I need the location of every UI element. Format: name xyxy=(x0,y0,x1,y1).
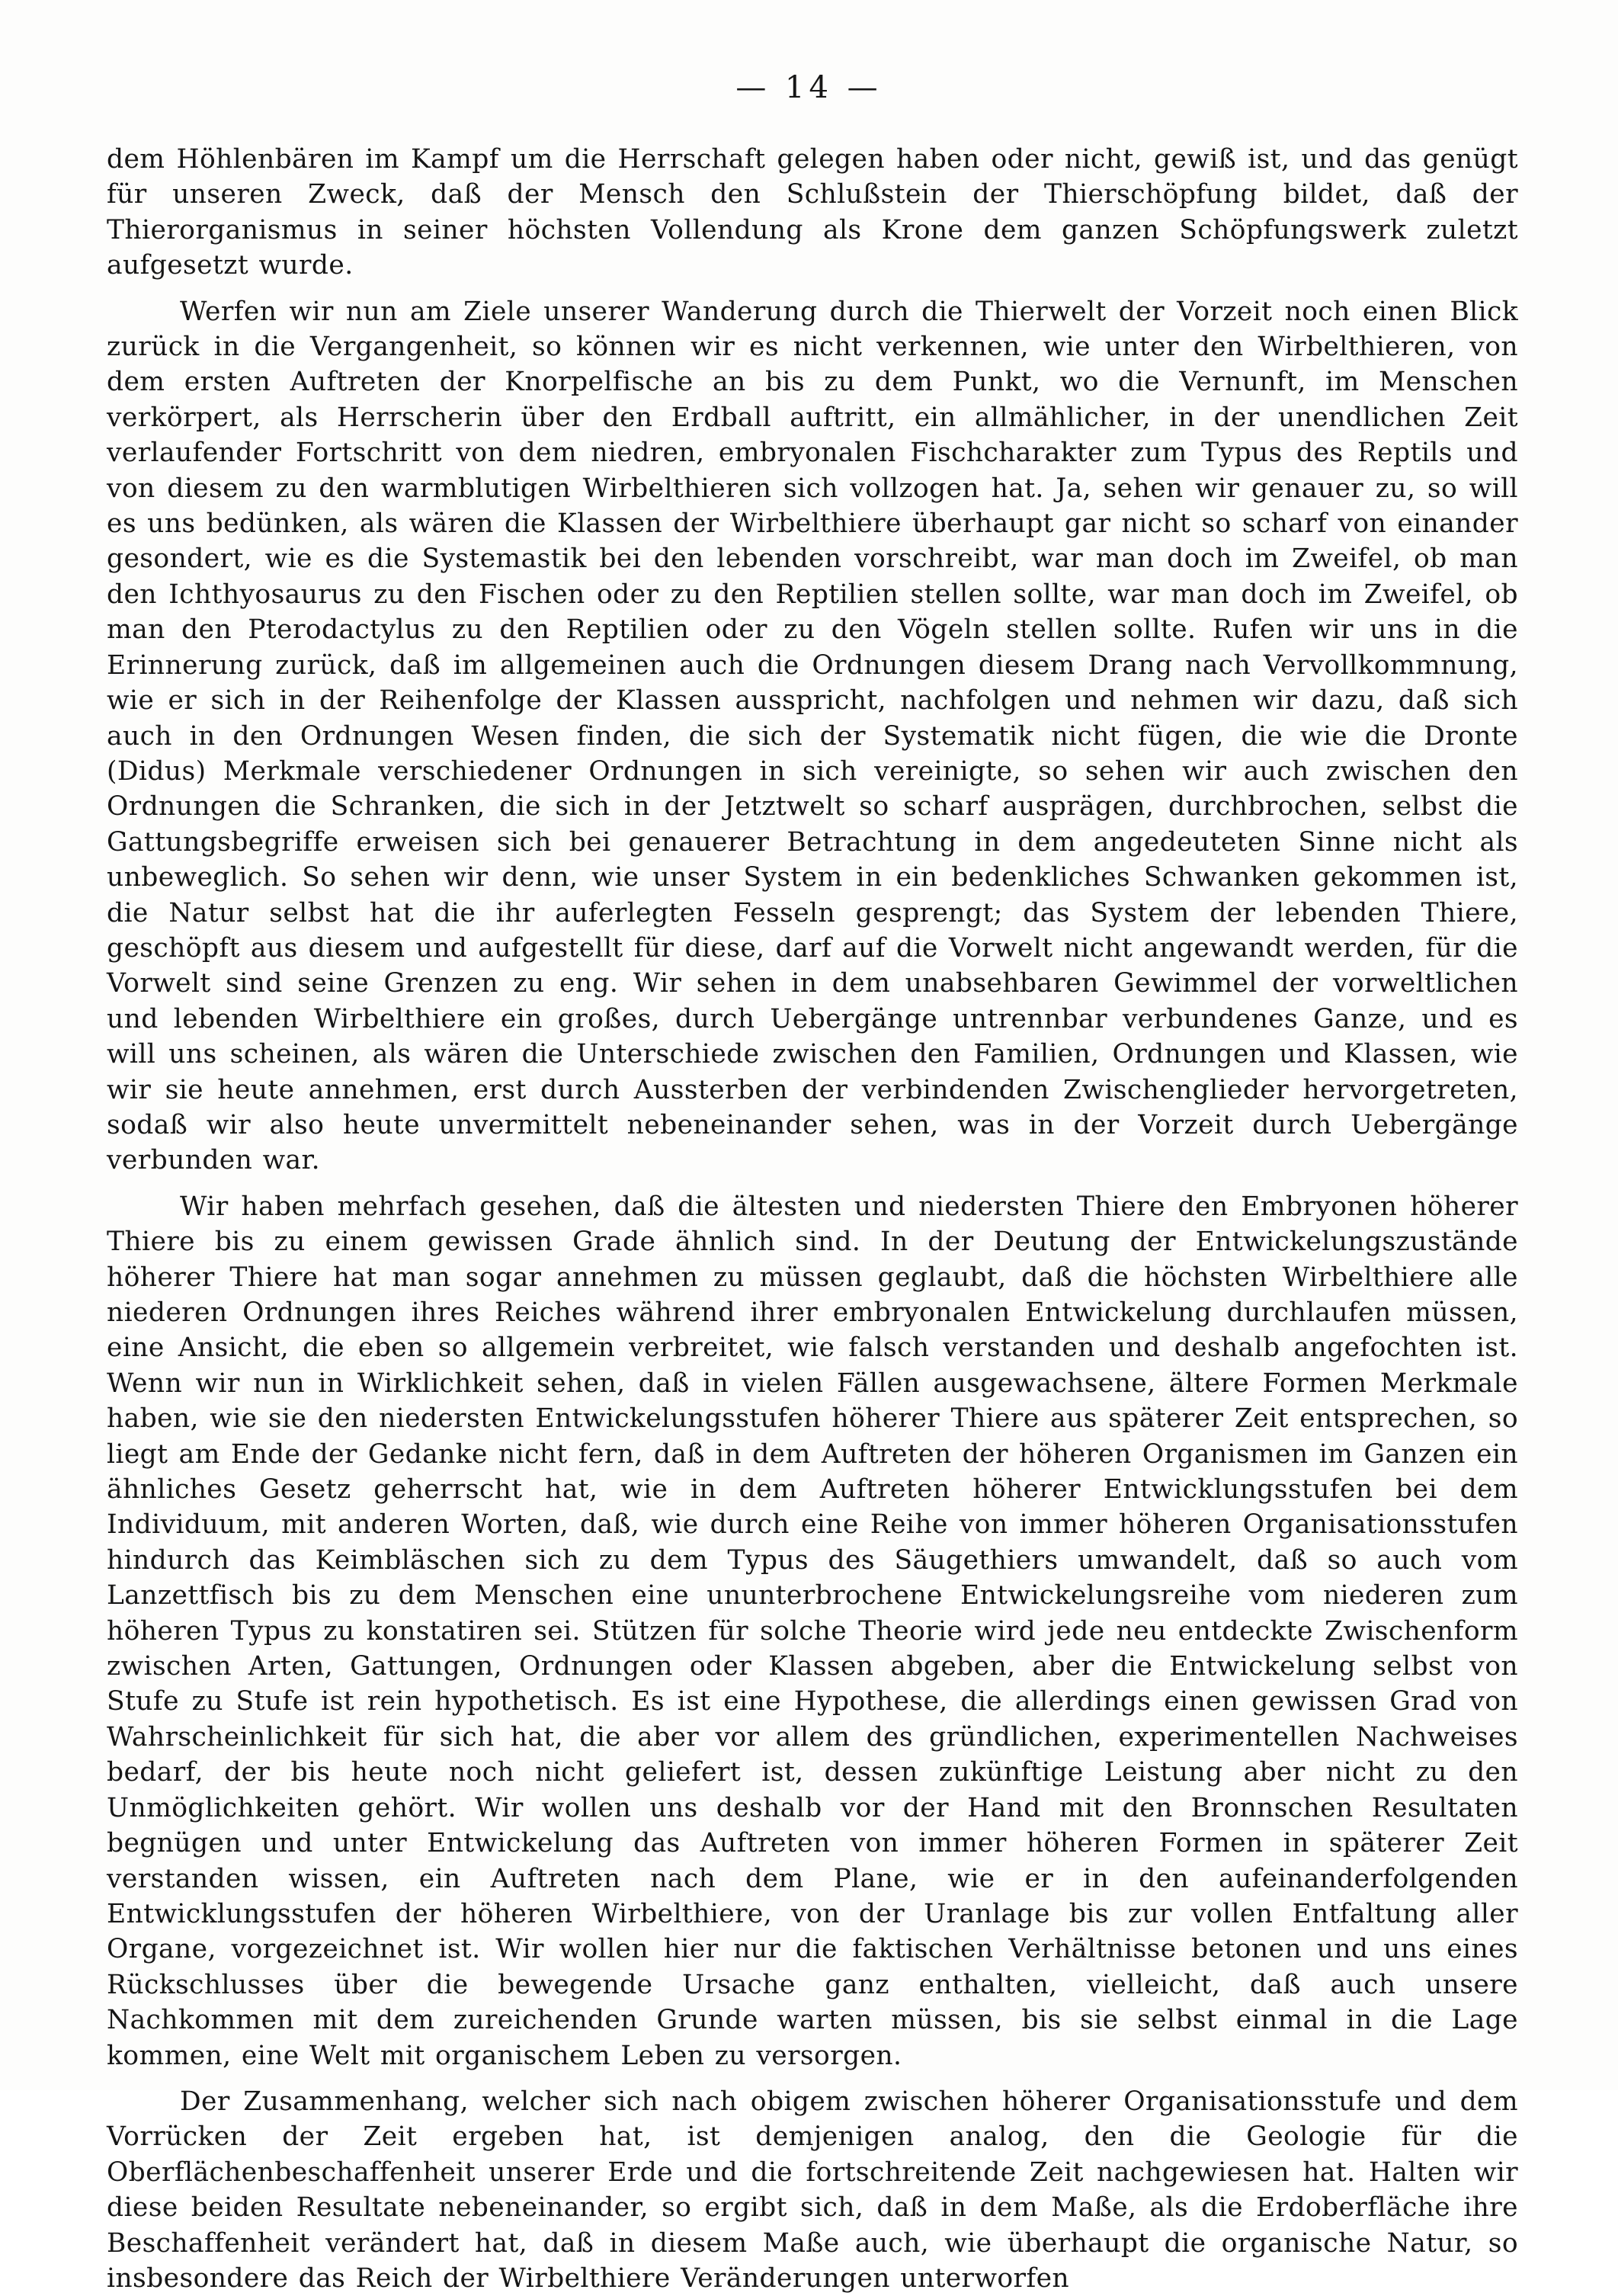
body-text xyxy=(107,142,1518,2296)
paragraph-vertebrate-progress: Werfen wir nun am Ziele unserer Wanderung durch die Thierwelt der Vorzeit noch einen Blick zurück in die Vergangenheit, so können wir es nicht verkennen, wie unter den Wirbelthieren, von dem ersten Auftreten der Knorpelfische an bis zu dem Punkt, wo die Vernunft, im Menschen verkörpert, als Herrscherin über den Erdball auftritt, ein allmählicher, in der unendlichen Zeit verlaufender Fortschritt von dem niedren, embryonalen Fischcharakter zum Typus des Reptils und von diesem zu den warmblutigen Wirbelthieren sich vollzogen hat. Ja, sehen wir genauer zu, so will es uns bedünken, als wären die Klassen der Wirbelthiere überhaupt gar nicht so scharf von einander gesondert, wie es die Systemastik bei den lebenden vorschreibt, war man doch im Zweifel, ob man den Ichthyosaurus zu den Fischen oder zu den Reptilien stellen sollte, war man doch im Zweifel, ob man den Pterodactylus zu den Reptilien oder zu den Vögeln stellen sollte. Rufen wir uns in die Erinnerung zurück, daß im allgemeinen auch die Ordnungen diesem Drang nach Vervollkommnung, wie er sich in der Reihenfolge der Klassen ausspricht, nachfolgen und nehmen wir dazu, daß sich auch in den Ordnungen Wesen finden, die sich der Systematik nicht fügen, die wie die Dronte (Didus) Merkmale verschiedener Ordnungen in sich vereinigte, so sehen wir auch zwischen den Ordnungen die Schranken, die sich in der Jetztwelt so scharf ausprägen, durchbrochen, selbst die Gattungsbegriffe erweisen sich bei genauerer Betrachtung in dem angedeuteten Sinne nicht als unbeweglich. So sehen wir denn, wie unser System in ein bedenkliches Schwanken gekommen ist, die Natur selbst hat die ihr auferlegten Fesseln gesprengt; das System der lebenden Thiere, geschöpft aus diesem und aufgestellt für diese, darf auf die Vorwelt nicht angewandt werden, für die Vorwelt sind seine Grenzen zu eng. Wir sehen in dem unabsehbaren Gewimmel der vorweltlichen und lebenden Wirbelthiere ein großes, durch Uebergänge untrennbar verbundenes Ganze, und es will uns scheinen, als wären die Unterschiede zwischen den Familien, Ordnungen und Klassen, wie wir sie heute annehmen, erst durch Aussterben der verbindenden Zwischenglieder hervorgetreten, sodaß wir also heute unvermittelt nebeneinander sehen, was in der Vorzeit durch Uebergänge verbunden war. xyxy=(107,296,1518,1176)
paragraph-continuation: dem Höhlenbären im Kampf um die Herrschaft gelegen haben oder nicht, gewiß ist, und das genügt für unseren Zweck, daß der Mensch den Schlußstein der Thierschöpfung bildet, daß der Thierorganismus in seiner höchsten Vollendung als Krone dem ganzen Schöpfungswerk zuletzt aufgesetzt wurde. xyxy=(107,144,1518,281)
page-number: — 14 — xyxy=(735,70,883,105)
paragraph-embryonic-development: Wir haben mehrfach gesehen, daß die ältesten und niedersten Thiere den Embryonen höherer Thiere bis zu einem gewissen Grade ähnlich sind. In der Deutung der Entwickelungszustände höherer Thiere hat man sogar annehmen zu müssen geglaubt, daß die höchsten Wirbelthiere alle niederen Ordnungen ihres Reiches während ihrer embryonalen Entwickelung durchlaufen müssen, eine Ansicht, die eben so allgemein verbreitet, wie falsch verstanden und deshalb angefochten ist. Wenn wir nun in Wirklichkeit sehen, daß in vielen Fällen ausgewachsene, ältere Formen Merkmale haben, wie sie den niedersten Entwickelungsstufen höherer Thiere aus späterer Zeit entsprechen, so liegt am Ende der Gedanke nicht fern, daß in dem Auftreten der höheren Organismen im Ganzen ein ähnliches Gesetz geherrscht hat, wie in dem Auftreten höherer Entwicklungsstufen bei dem Individuum, mit anderen Worten, daß, wie durch eine Reihe von immer höheren Organisationsstufen hindurch das Keimbläschen sich zu dem Typus des Säugethiers umwandelt, daß so auch vom Lanzettfisch bis zu dem Menschen eine ununterbrochene Entwickelungsreihe vom niederen zum höheren Typus zu konstatiren sei. Stützen für solche Theorie wird jede neu entdeckte Zwischenform zwischen Arten, Gattungen, Ordnungen oder Klassen abgeben, aber die Entwickelung selbst von Stufe zu Stufe ist rein hypothetisch. Es ist eine Hypothese, die allerdings einen gewissen Grad von Wahrscheinlichkeit für sich hat, die aber vor allem des gründlichen, experimentellen Nachweises bedarf, der bis heute noch nicht geliefert ist, dessen zukünftige Leistung aber nicht zu den Unmöglichkeiten gehört. Wir wollen uns deshalb vor der Hand mit den Bronnschen Resultaten begnügen und unter Entwickelung das Auftreten von immer höheren Formen in späterer Zeit verstanden wissen, ein Auftreten nach dem Plane, wie er in den aufeinanderfolgenden Entwicklungsstufen der höheren Wirbelthiere, von der Uranlage bis zur vollen Entfaltung aller Organe, vorgezeichnet ist. Wir wollen hier nur die faktischen Verhältnisse betonen und uns eines Rückschlusses über die bewegende Ursache ganz enthalten, vielleicht, daß auch unsere Nachkommen mit dem zureichenden Grunde warten müssen, bis sie selbst einmal in die Lage kommen, eine Welt mit organischem Leben zu versorgen. xyxy=(107,1191,1518,2071)
paragraph-geology-analogy: Der Zusammenhang, welcher sich nach obigem zwischen höherer Organisationsstufe und dem Vorrücken der Zeit ergeben hat, ist demjenigen analog, den die Geologie für die Oberflächenbeschaffenheit unserer Erde und die fortschreitende Zeit nachgewiesen hat. Halten wir diese beiden Resultate nebeneinander, so ergibt sich, daß in dem Maße, als die Erdoberfläche ihre Beschaffenheit verändert hat, daß in diesem Maße auch, wie überhaupt die organische Natur, so insbesondere das Reich der Wirbelthiere Veränderungen unterworfen xyxy=(107,2086,1518,2294)
